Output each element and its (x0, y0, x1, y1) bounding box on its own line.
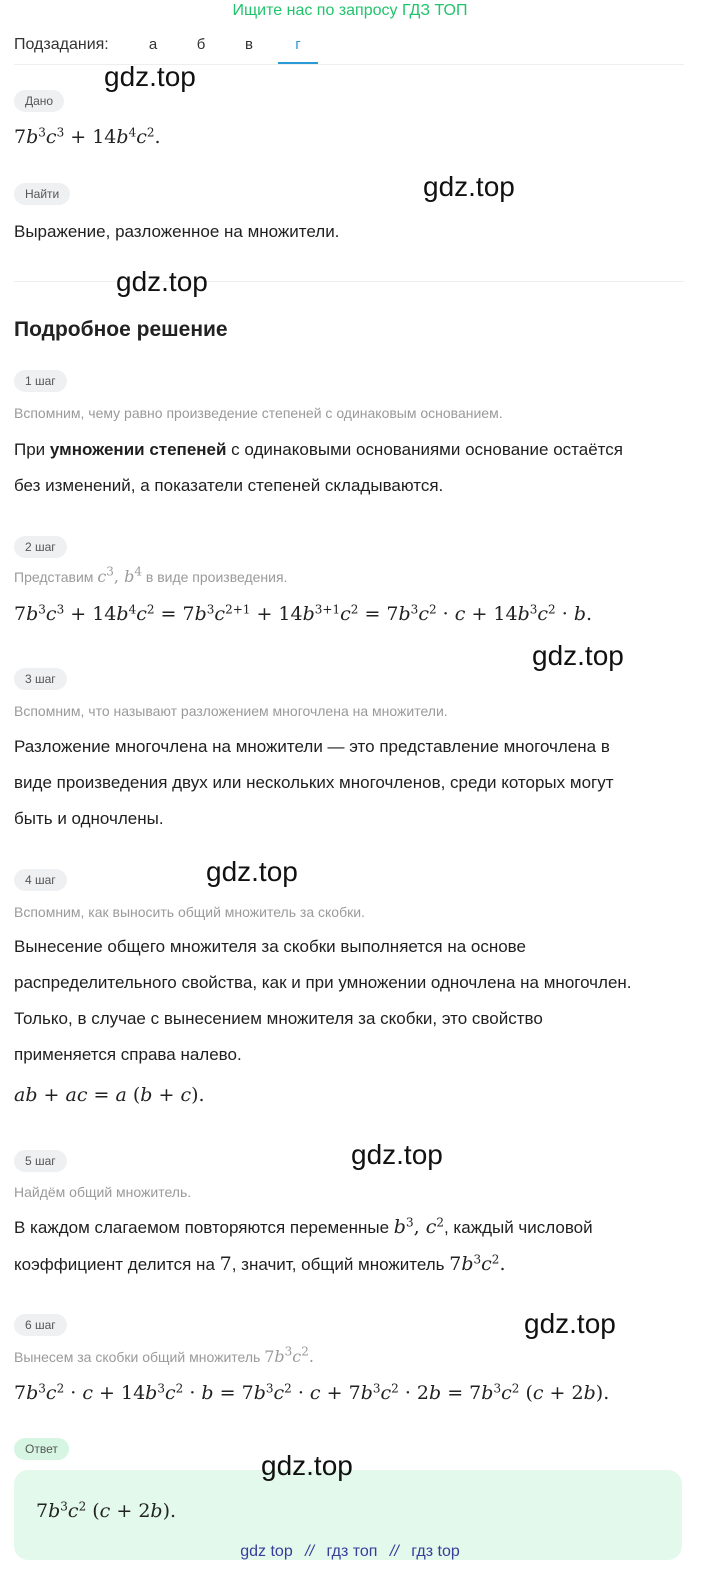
watermark: gdz.top (524, 1308, 616, 1339)
divider (14, 281, 684, 282)
tab-a[interactable]: а (148, 36, 158, 53)
footer-link-gdz-top-mixed[interactable]: гдз top (411, 1543, 460, 1560)
step-2-badge: 2 шаг (14, 536, 67, 558)
step-2-expression: $7b^3c^3 + 14b^4c^2 = 7b^3c^{2+1} + 14b^{3+1}c^2 = 7b^3c^2 \cdot c + 14b^3c^2 \cdot b$. (14, 602, 593, 625)
step-1-hint: Вспомним, чему равно произведение степеней с одинаковым основанием. (14, 405, 503, 421)
watermark: gdz.top (532, 640, 624, 671)
watermark: gdz.top (104, 61, 196, 92)
find-badge: Найти (14, 183, 70, 205)
step-4-badge: 4 шаг (14, 869, 67, 891)
step-6-hint: Вынесем за скобки общий множитель $7b^3c^2$. (14, 1344, 314, 1366)
step-6-expression: $7b^3c^2 \cdot c + 14b^3c^2 \cdot b = 7b^3c^2 \cdot c + 7b^3c^2 \cdot 2b = 7b^3c^2$ (c + 2b). (14, 1381, 610, 1404)
step-5-text: В каждом слагаемом повторяются переменные $b^3$, $c^2$, каждый числовой коэффициент делится на 7, значит, общий множитель $7b^3c^2$. (14, 1215, 593, 1275)
footer-link-gdz-top-ru[interactable]: гдз топ (326, 1543, 378, 1560)
search-banner[interactable]: Ищите нас по запросу ГДЗ ТОП (232, 2, 468, 19)
step-3-text: Разложение многочлена на множители — это представление многочлена в виде произведения двух или нескольких многочленов, среди которых могут быть и одночлены. (14, 737, 614, 828)
find-text: Выражение, разложенное на множители. (14, 222, 340, 241)
given-expression: $7b^3c^3 + 14b^4c^2$. (14, 125, 161, 148)
step-4-expression: ab + ac = a (b + c). (14, 1084, 205, 1106)
given-badge: Дано (14, 90, 64, 112)
answer-expression: $7b^3c^2$ (c + 2b). (36, 1499, 177, 1522)
step-4-text: Вынесение общего множителя за скобки выполняется на основе распределительного свойства, как и при умножении одночлена на многочлен. Только, в случае с вынесением множителя за скобки, это свойство применяется справа налево. (14, 937, 632, 1064)
watermark: gdz.top (261, 1450, 353, 1481)
watermark: gdz.top (423, 171, 515, 202)
footer-link-gdz-top[interactable]: gdz top (240, 1543, 293, 1560)
step-3-hint: Вспомним, что называют разложением многочлена на множители. (14, 703, 448, 719)
step-5-hint: Найдём общий множитель. (14, 1184, 192, 1200)
step-6-badge: 6 шаг (14, 1314, 67, 1336)
step-2-hint: Представим $c^3$, $b^4$ в виде произведения. (14, 564, 288, 586)
watermark: gdz.top (116, 266, 208, 297)
step-1-badge: 1 шаг (14, 370, 67, 392)
tab-b[interactable]: б (196, 36, 206, 53)
footer-separator: // (305, 1543, 315, 1560)
watermark: gdz.top (351, 1139, 443, 1170)
footer-links (0, 1543, 700, 1561)
footer-separator: // (389, 1543, 399, 1560)
step-3-badge: 3 шаг (14, 668, 67, 690)
solution-heading: Подробное решение (14, 318, 228, 341)
answer-badge: Ответ (14, 1438, 69, 1460)
tab-v[interactable]: в (245, 36, 253, 53)
watermark: gdz.top (206, 856, 298, 887)
step-5-badge: 5 шаг (14, 1150, 67, 1172)
step-4-hint: Вспомним, как выносить общий множитель за скобки. (14, 904, 365, 920)
step-1-text: При умножении степеней с одинаковыми основаниями основание остаётся без изменений, а показатели степеней складываются. (14, 440, 623, 495)
tab-g[interactable]: г (295, 36, 301, 53)
subtasks-label: Подзадания: (14, 36, 109, 53)
